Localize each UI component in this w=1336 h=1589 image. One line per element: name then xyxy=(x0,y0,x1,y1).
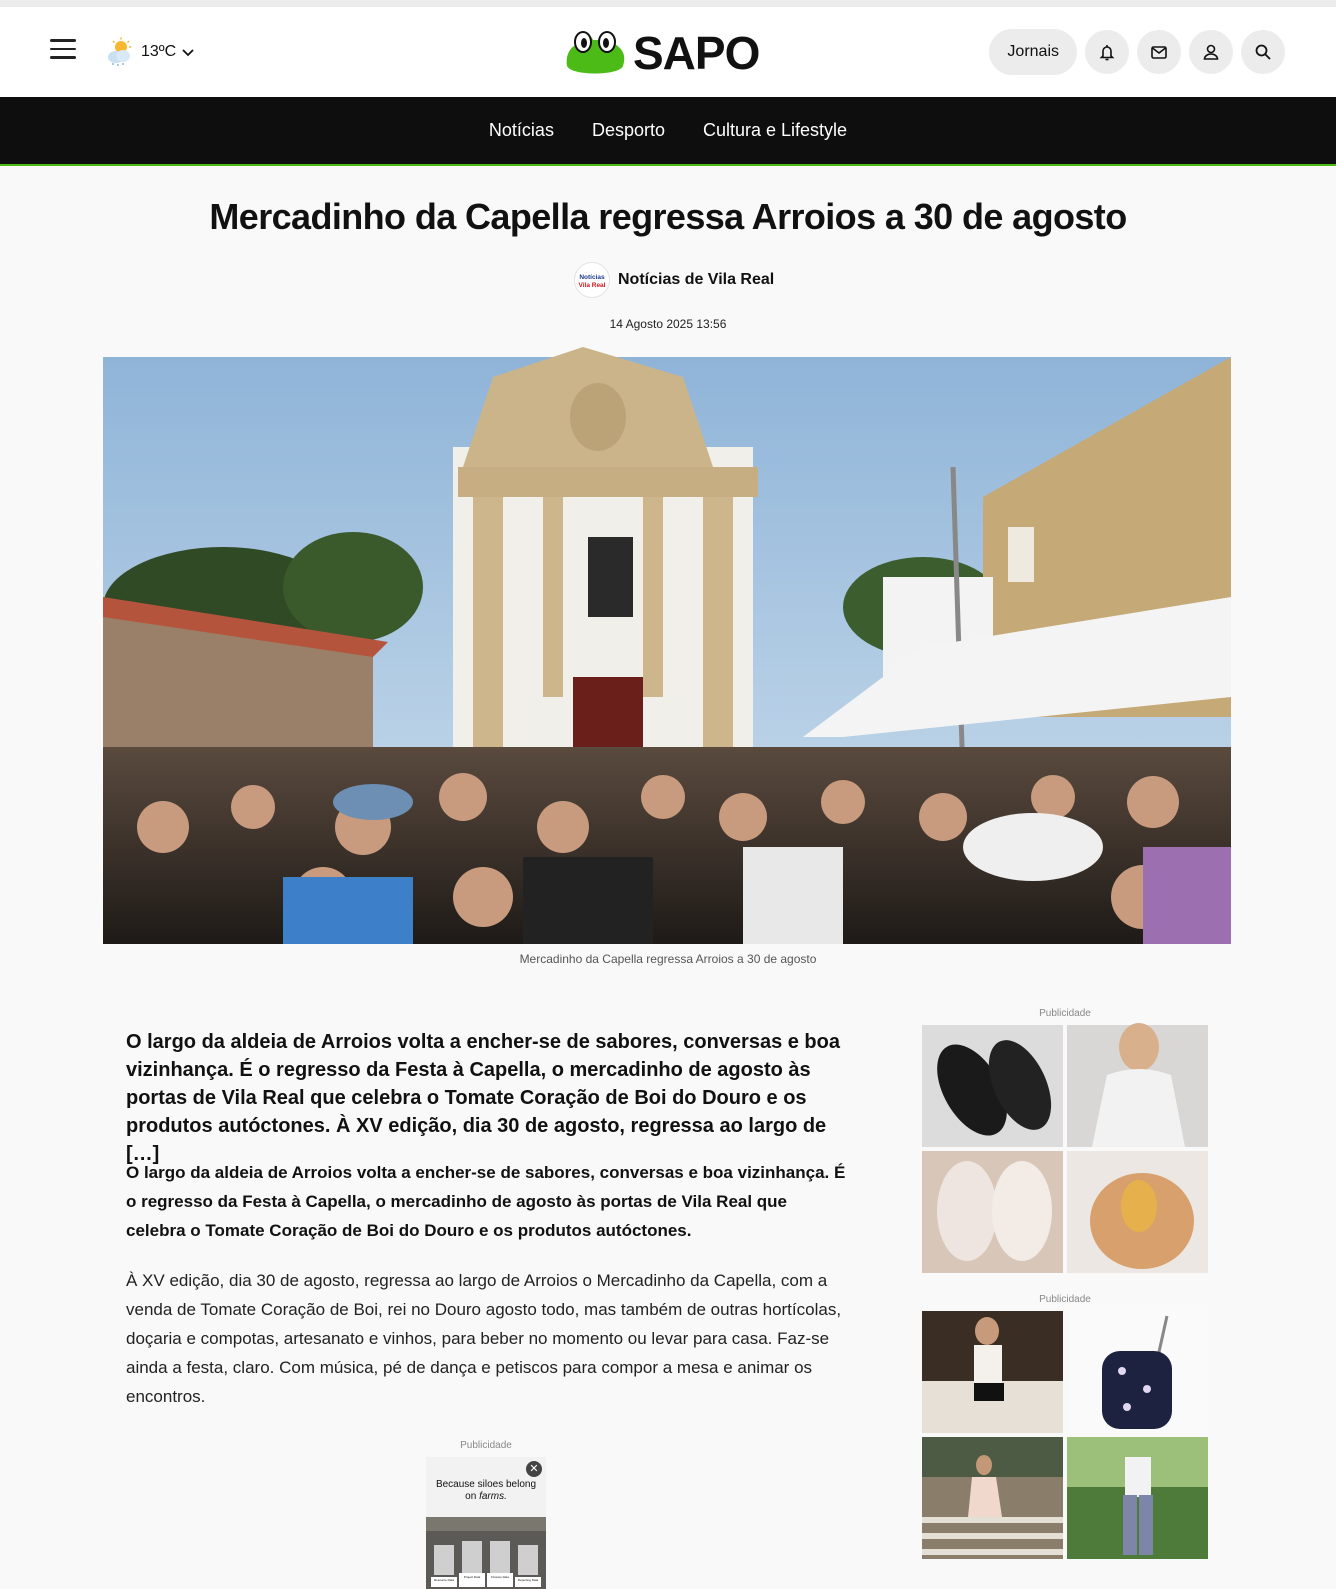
account-button[interactable] xyxy=(1189,30,1233,74)
source-name: Notícias de Vila Real xyxy=(618,271,775,288)
weather-icon xyxy=(104,37,136,67)
menu-icon[interactable] xyxy=(50,39,76,63)
svg-text:Vila Real: Vila Real xyxy=(578,282,606,289)
frog-logo-icon xyxy=(563,28,627,78)
svg-text:Notícias: Notícias xyxy=(579,274,605,281)
logo-wordmark: SAPO xyxy=(633,27,760,79)
article-title: Mercadinho da Capella regressa Arroios a 30 de agosto xyxy=(209,196,1127,237)
article-paragraph-bold: O largo da aldeia de Arroios volta a encher-se de sabores, conversas e boa vizinhança. É o regresso da Festa à Capella, o mercadinho de agosto às portas de Vila Real que celebra o Tomate Coração de Boi do Douro e os produtos autóctones. xyxy=(126,1163,846,1240)
article-paragraph-body: À XV edição, dia 30 de agosto, regressa ao largo de Arroios o Mercadinho da Capella, com a venda de Tomate Coração de Boi, rei no Douro agosto todo, mas também de outras hortícolas, doçaria e compotas, artesanato e vinhos, para beber no momento ou levar para casa. Faz-se ainda a festa, claro. Com música, pé de dança e petiscos para compor a mesa e animar os encontros. xyxy=(126,1271,842,1406)
ad-label: Publicidade xyxy=(460,1440,512,1451)
nav-item-desporto[interactable]: Desporto xyxy=(591,120,665,140)
article-hero-image xyxy=(103,357,1231,944)
ad-label: Publicidade xyxy=(1039,1294,1091,1305)
bell-icon xyxy=(1097,42,1117,62)
ad-silo-label: Resource Data xyxy=(433,1578,455,1582)
source-logo-image xyxy=(577,270,607,290)
weather-widget[interactable] xyxy=(104,37,195,67)
ad-silo-label: Finance Data xyxy=(491,1575,509,1579)
chevron-down-icon xyxy=(181,45,195,59)
user-icon xyxy=(1201,42,1221,62)
ad-close-icon[interactable]: ✕ xyxy=(526,1461,542,1477)
article-lead: O largo da aldeia de Arroios volta a encher-se de sabores, conversas e boa vizinhança. É o regresso da Festa à Capella, o mercadinho de agosto às portas de Vila Real que celebra o Tomate Coração de Boi do Douro e os produtos autóctones. À XV edição, dia 30 de agosto, regressa ao largo de […] xyxy=(126,1031,840,1165)
sapo-logo[interactable] xyxy=(563,28,759,78)
source-logo xyxy=(574,262,610,298)
jornais-button[interactable]: Jornais xyxy=(989,29,1077,75)
nav-item-noticias[interactable]: Notícias xyxy=(488,120,554,140)
ad-tile-product[interactable] xyxy=(1067,1151,1208,1273)
temperature-label: 13ºC xyxy=(141,43,177,60)
article-source[interactable] xyxy=(574,262,774,298)
sidebar-ad-2 xyxy=(922,1294,1208,1559)
mail-icon xyxy=(1149,42,1169,62)
notifications-button[interactable] xyxy=(1085,30,1129,74)
ad-silo-label: Project Data xyxy=(463,1575,481,1579)
main-nav xyxy=(0,97,1336,166)
image-caption: Mercadinho da Capella regressa Arroios a 30 de agosto xyxy=(519,952,817,966)
ad-silo-label: Reporting Data xyxy=(517,1578,539,1582)
search-icon xyxy=(1253,42,1273,62)
top-strip xyxy=(0,0,1336,7)
inline-ad-image xyxy=(426,1517,546,1589)
article-date: 14 Agosto 2025 13:56 xyxy=(609,317,727,331)
inline-ad xyxy=(426,1440,546,1589)
search-button[interactable] xyxy=(1241,30,1285,74)
ad-tile-lace-top[interactable] xyxy=(1067,1025,1208,1147)
mail-button[interactable] xyxy=(1137,30,1181,74)
ad-tile-fashion-sofa[interactable] xyxy=(922,1311,1063,1433)
inline-ad-text-main: Because siloes belong on xyxy=(435,1479,537,1502)
header-actions xyxy=(989,29,1285,75)
ad-tile-shoes[interactable] xyxy=(922,1025,1063,1147)
ad-tile-garden-outfit[interactable] xyxy=(1067,1437,1208,1559)
ad-tile-street-dress[interactable] xyxy=(922,1437,1063,1559)
nav-item-cultura-lifestyle[interactable]: Cultura e Lifestyle xyxy=(703,120,848,140)
inline-ad-text xyxy=(434,1479,538,1503)
inline-ad-creative[interactable] xyxy=(426,1457,546,1589)
ad-label: Publicidade xyxy=(1039,1008,1091,1019)
top-header xyxy=(0,7,1336,97)
sidebar-ad-1 xyxy=(922,1008,1208,1273)
ad-tile-rolling-backpack[interactable] xyxy=(1067,1311,1208,1433)
ad-tile-lace-stockings[interactable] xyxy=(922,1151,1063,1273)
inline-ad-text-em: farms. xyxy=(479,1491,507,1502)
